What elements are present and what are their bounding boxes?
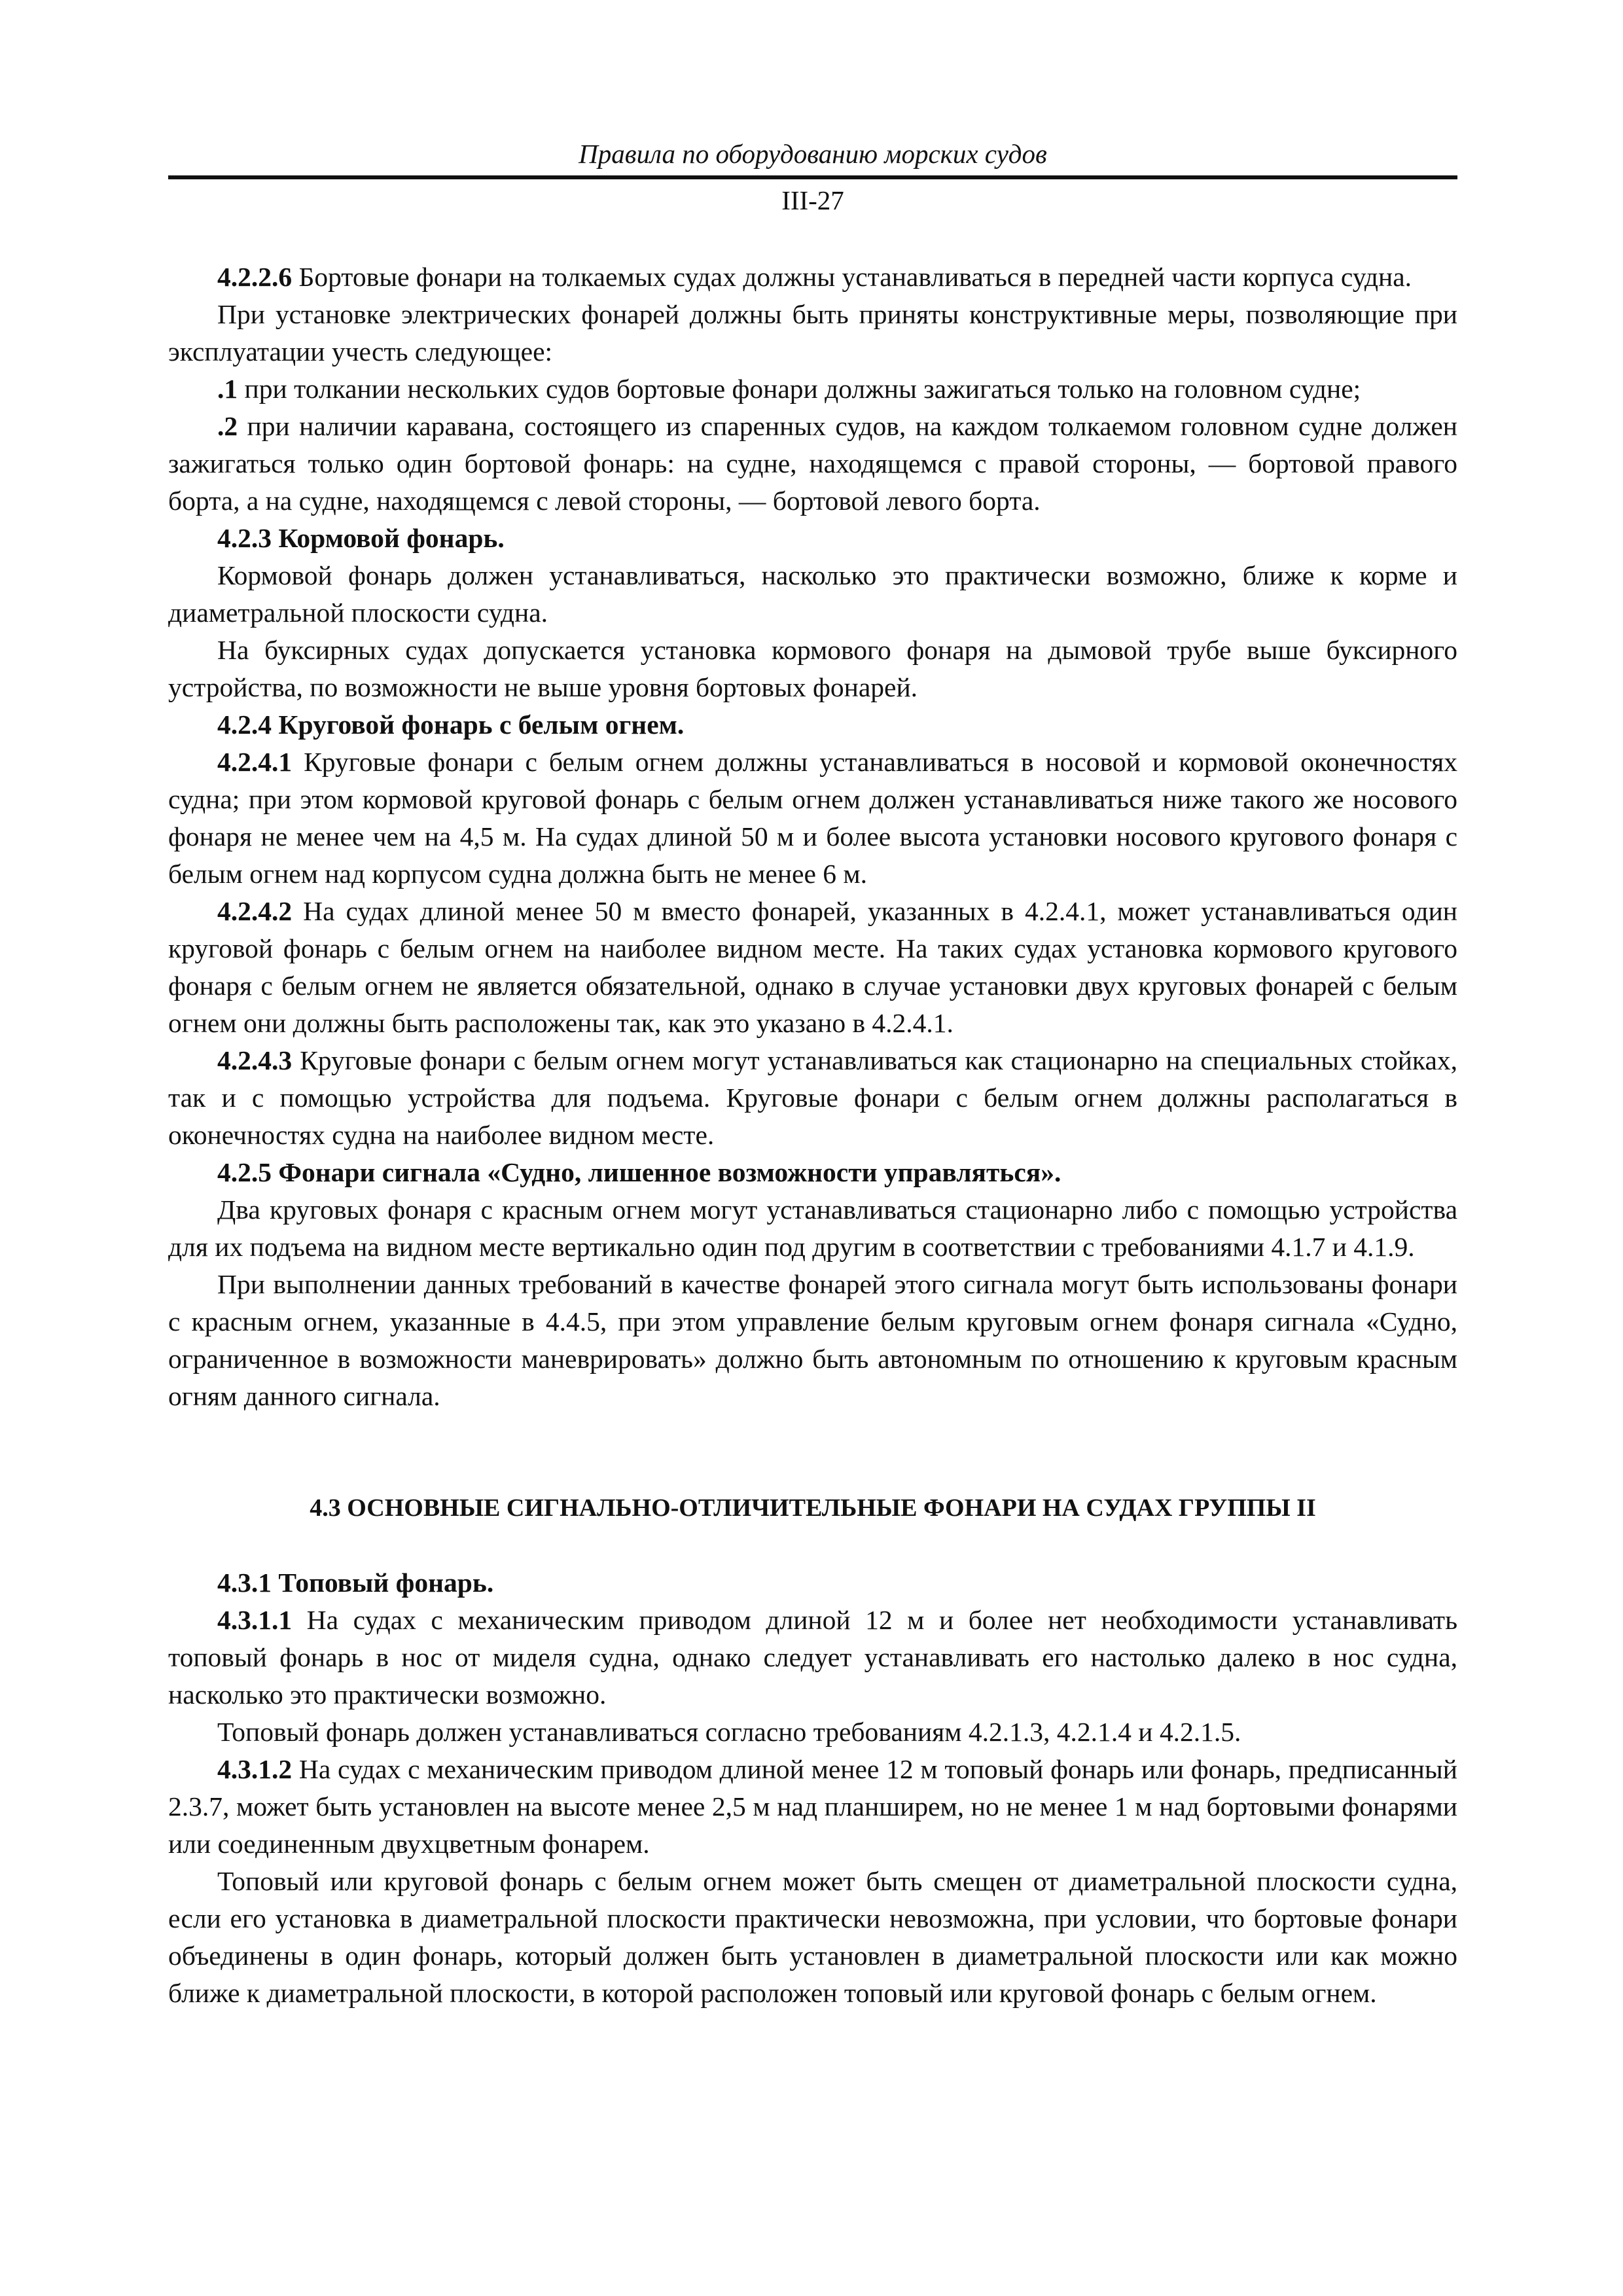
paragraph-text: На буксирных судах допускается установка кормового фонаря на дымовой трубе выше буксирного устройства, по возможности не выше уровня бортовых фонарей. xyxy=(168,635,1457,702)
subsection-title xyxy=(168,706,1457,744)
clause-number: 4.2.4.1 xyxy=(217,747,293,777)
paragraph-text: Круговые фонари с белым огнем должны устанавливаться в носовой и кормовой оконечностях судна; при этом кормовой круговой фонарь с белым огнем должен устанавливаться ниже такого же носового фонаря не менее чем на 4,5 м. На судах длиной 50 м и более высота установки носового кругового фонаря с белым огнем над корпусом судна должна быть не менее 6 м. xyxy=(168,747,1457,889)
paragraph xyxy=(168,557,1457,632)
header-rule xyxy=(168,175,1457,179)
clause-number: 4.2.4.2 xyxy=(217,896,293,926)
paragraph-text: При выполнении данных требований в качестве фонарей этого сигнала могут быть использованы фонари с красным огнем, указанные в 4.4.5, при этом управление белым круговым огнем фонаря сигнала «Судно, ограниченное в возможности маневрировать» должно быть автономным по отношению к круговым красным огням данного сигнала. xyxy=(168,1269,1457,1411)
clause-number: 4.3.1.2 xyxy=(217,1754,293,1784)
paragraph-text: при наличии каравана, состоящего из спаренных судов, на каждом толкаемом головном судне должен зажигаться только один бортовой фонарь: на судне, находящемся с правой стороны, — бортовой правого борта, а на судне, находящемся с левой стороны, — бортовой левого борта. xyxy=(168,411,1457,516)
paragraph xyxy=(168,296,1457,370)
clause-number: 4.2.5 Фонари сигнала «Судно, лишенное возможности управляться». xyxy=(217,1157,1061,1187)
running-header: Правила по оборудованию морских судов xyxy=(579,139,1047,169)
paragraph-text: Бортовые фонари на толкаемых судах должны устанавливаться в передней части корпуса судна. xyxy=(292,262,1412,292)
paragraph xyxy=(168,1042,1457,1154)
paragraph xyxy=(168,1713,1457,1751)
paragraph xyxy=(168,1751,1457,1863)
paragraph xyxy=(168,1863,1457,2012)
paragraph-text: Кормовой фонарь должен устанавливаться, насколько это практически возможно, ближе к корме и диаметральной плоскости судна. xyxy=(168,560,1457,628)
clause-number: 4.2.4 Круговой фонарь с белым огнем. xyxy=(217,709,685,740)
clause-number: 4.3.1.1 xyxy=(217,1605,293,1635)
paragraph-text: Круговые фонари с белым огнем могут устанавливаться как стационарно на специальных стойках, так и с помощью устройства для подъема. Круговые фонари с белым огнем должны располагаться в оконечностях судна на наиболее видном месте. xyxy=(168,1045,1457,1150)
subsection-title xyxy=(168,1154,1457,1191)
clause-number: 4.2.2.6 xyxy=(217,262,293,292)
clause-number: .1 xyxy=(217,374,238,404)
paragraph xyxy=(168,893,1457,1042)
clause-number: 4.2.4.3 xyxy=(217,1045,293,1075)
section-gap xyxy=(168,1415,1457,1490)
paragraph-text: при толкании нескольких судов бортовые фонари должны зажигаться только на головном судне; xyxy=(238,374,1361,404)
clause-number: .2 xyxy=(217,411,238,441)
paragraph xyxy=(168,408,1457,520)
clause-number: 4.3.1 Топовый фонарь. xyxy=(217,1568,494,1598)
clause-number: 4.2.3 Кормовой фонарь. xyxy=(217,523,505,553)
paragraph xyxy=(168,1191,1457,1266)
subsection-title xyxy=(168,520,1457,557)
paragraph xyxy=(168,259,1457,296)
paragraph xyxy=(168,1266,1457,1415)
paragraph-text: На судах с механическим приводом длиной менее 12 м топовый фонарь или фонарь, предписанный 2.3.7, может быть установлен на высоте менее 2,5 м над планширем, но не менее 1 м над бортовыми фонарями или соединенным двухцветным фонарем. xyxy=(168,1754,1457,1859)
page-number: III-27 xyxy=(781,185,844,215)
subsection-title xyxy=(168,1564,1457,1602)
paragraph-text: Два круговых фонаря с красным огнем могут устанавливаться стационарно либо с помощью устройства для их подъема на видном месте вертикально один под другим в соответствии с требованиями 4.1.7 и 4.1.9. xyxy=(168,1194,1457,1262)
paragraph xyxy=(168,744,1457,893)
paragraph-text: На судах длиной менее 50 м вместо фонарей, указанных в 4.2.4.1, может устанавливаться один круговой фонарь с белым огнем на наиболее видном месте. На таких судах установка кормового кругового фонаря с белым огнем не является обязательной, однако в случае установки двух круговых фонарей с белым огнем они должны быть расположены так, как это указано в 4.2.4.1. xyxy=(168,896,1457,1038)
document-body xyxy=(168,259,1457,2012)
paragraph-text: Топовый фонарь должен устанавливаться согласно требованиям 4.2.1.3, 4.2.1.4 и 4.2.1.5. xyxy=(217,1717,1241,1747)
section-heading: 4.3 ОСНОВНЫЕ СИГНАЛЬНО-ОТЛИЧИТЕЛЬНЫЕ ФОНАРИ НА СУДАХ ГРУППЫ II xyxy=(310,1494,1316,1522)
paragraph xyxy=(168,632,1457,706)
paragraph xyxy=(168,370,1457,408)
paragraph-text: При установке электрических фонарей должны быть приняты конструктивные меры, позволяющие при эксплуатации учесть следующее: xyxy=(168,299,1457,367)
paragraph-text: Топовый или круговой фонарь с белым огнем может быть смещен от диаметральной плоскости судна, если его установка в диаметральной плоскости практически невозможна, при условии, что бортовые фонари объединены в один фонарь, который должен быть установлен в диаметральной плоскости или как можно ближе к диаметральной плоскости, в которой расположен топовый или круговой фонарь с белым огнем. xyxy=(168,1866,1457,2008)
paragraph-text: На судах с механическим приводом длиной 12 м и более нет необходимости устанавливать топовый фонарь в нос от миделя судна, однако следует устанавливать его настолько далеко в нос судна, насколько это практически возможно. xyxy=(168,1605,1457,1710)
section-gap xyxy=(168,1527,1457,1564)
paragraph xyxy=(168,1602,1457,1713)
